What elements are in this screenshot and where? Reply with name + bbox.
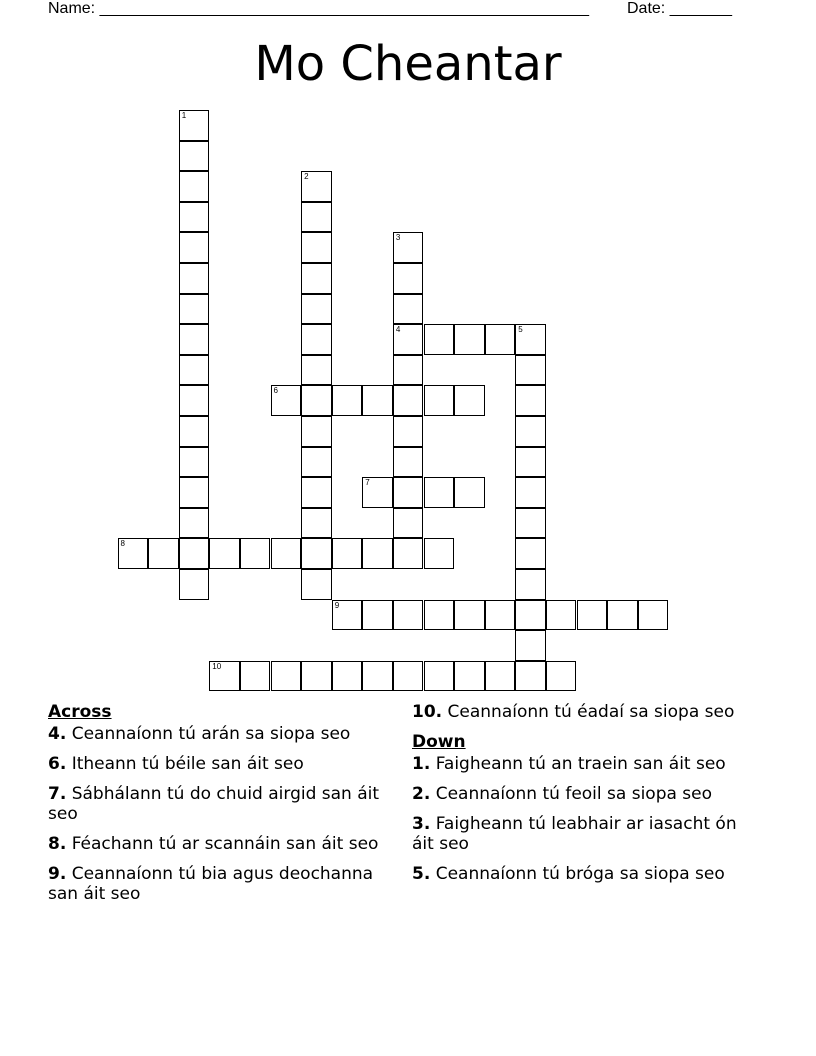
grid-cell[interactable]	[301, 355, 332, 386]
grid-cell[interactable]	[301, 416, 332, 447]
grid-cell[interactable]	[362, 600, 393, 631]
grid-cell[interactable]	[271, 538, 302, 569]
grid-cell[interactable]	[179, 141, 210, 172]
grid-cell[interactable]	[332, 385, 363, 416]
grid-cell[interactable]	[179, 477, 210, 508]
grid-cell[interactable]	[393, 416, 424, 447]
grid-cell[interactable]	[515, 385, 546, 416]
page-title: Mo Cheantar	[254, 36, 562, 92]
clue-across-10	[412, 702, 757, 722]
grid-cell[interactable]	[424, 600, 455, 631]
grid-cell[interactable]	[332, 600, 363, 631]
grid-cell[interactable]	[515, 661, 546, 692]
grid-cell[interactable]	[424, 538, 455, 569]
grid-cell[interactable]	[424, 477, 455, 508]
date-field-label[interactable]: Date: _______	[627, 0, 732, 17]
grid-cell[interactable]	[515, 569, 546, 600]
grid-cell[interactable]	[515, 324, 546, 355]
clue-text: Ceannaíonn tú éadaí sa siopa seo	[442, 702, 735, 722]
grid-cell[interactable]	[393, 263, 424, 294]
grid-cell[interactable]	[179, 569, 210, 600]
clue-number: 1.	[412, 754, 431, 774]
cell-number: 1	[181, 111, 187, 120]
grid-cell[interactable]	[393, 538, 424, 569]
clue-text: Ceannaíonn tú feoil sa siopa seo	[430, 784, 713, 804]
grid-cell[interactable]	[515, 447, 546, 478]
grid-cell[interactable]	[240, 661, 271, 692]
grid-cell[interactable]	[179, 447, 210, 478]
grid-cell[interactable]	[515, 416, 546, 447]
clue-down-3	[412, 814, 757, 854]
grid-cell[interactable]	[301, 202, 332, 233]
grid-cell[interactable]	[546, 661, 577, 692]
cell-number: 7	[365, 478, 370, 488]
clue-text: Ceannaíonn tú arán sa siopa seo	[66, 724, 351, 744]
grid-cell[interactable]	[301, 477, 332, 508]
grid-cell[interactable]	[393, 294, 424, 325]
across-heading: Across	[48, 702, 112, 722]
clue-number: 6.	[48, 754, 67, 774]
cell-number: 8	[120, 539, 125, 549]
grid-cell[interactable]	[301, 171, 332, 202]
grid-cell[interactable]	[393, 447, 424, 478]
clue-number: 3.	[412, 814, 431, 834]
clue-down-5	[412, 864, 757, 884]
grid-cell[interactable]	[301, 661, 332, 692]
grid-cell[interactable]	[393, 385, 424, 416]
grid-cell[interactable]	[424, 661, 455, 692]
cell-number: 5	[518, 325, 523, 335]
grid-cell[interactable]	[362, 538, 393, 569]
clue-number: 5.	[412, 864, 431, 884]
grid-cell[interactable]	[577, 600, 608, 631]
cell-number: 9	[334, 600, 340, 610]
grid-cell[interactable]	[638, 600, 669, 631]
grid-cell[interactable]	[179, 202, 210, 233]
grid-cell[interactable]	[271, 661, 302, 692]
clue-across-6	[48, 754, 393, 774]
clue-down-1	[412, 754, 757, 774]
grid-cell[interactable]	[454, 600, 485, 631]
grid-cell[interactable]	[485, 661, 516, 692]
grid-cell[interactable]	[454, 324, 485, 355]
clue-down-2	[412, 784, 757, 804]
clue-across-4	[48, 724, 393, 744]
grid-cell[interactable]	[179, 508, 210, 539]
cell-number: 10	[212, 661, 222, 671]
grid-cell[interactable]	[179, 538, 210, 569]
clue-text: Ceannaíonn tú bróga sa siopa seo	[430, 864, 725, 884]
clue-text: Féachann tú ar scannáin san áit seo	[66, 834, 379, 854]
grid-cell[interactable]	[179, 232, 210, 263]
grid-cell[interactable]	[393, 324, 424, 355]
grid-cell[interactable]	[362, 477, 393, 508]
grid-cell[interactable]	[454, 661, 485, 692]
grid-cell[interactable]	[209, 661, 240, 692]
grid-cell[interactable]	[148, 538, 179, 569]
clues-column-left	[48, 702, 393, 914]
clue-number: 10.	[412, 702, 443, 722]
grid-cell[interactable]	[393, 508, 424, 539]
grid-cell[interactable]	[454, 385, 485, 416]
name-field-label[interactable]: Name: _______________________________________________________	[48, 0, 589, 17]
clue-number: 8.	[48, 834, 67, 854]
cell-number: 6	[273, 386, 278, 396]
grid-cell[interactable]	[515, 600, 546, 631]
cell-number: 2	[304, 172, 309, 182]
clue-text: Ceannaíonn tú bia agus deochanna san áit seo	[48, 864, 374, 904]
grid-cell[interactable]	[515, 477, 546, 508]
cell-number: 4	[395, 325, 401, 335]
clue-text: Faigheann tú an traein san áit seo	[430, 754, 726, 774]
grid-cell[interactable]	[301, 294, 332, 325]
grid-cell[interactable]	[424, 385, 455, 416]
clue-across-8	[48, 834, 393, 854]
clue-number: 2.	[412, 784, 431, 804]
grid-cell[interactable]	[424, 324, 455, 355]
grid-cell[interactable]	[301, 385, 332, 416]
down-heading: Down	[412, 732, 466, 752]
grid-cell[interactable]	[301, 324, 332, 355]
clue-number: 4.	[48, 724, 67, 744]
grid-cell[interactable]	[179, 385, 210, 416]
grid-cell[interactable]	[515, 355, 546, 386]
clue-across-7	[48, 784, 393, 824]
grid-cell[interactable]	[301, 508, 332, 539]
clue-text: Faigheann tú leabhair ar iasacht ón áit seo	[412, 814, 737, 854]
grid-cell[interactable]	[179, 294, 210, 325]
grid-cell[interactable]	[301, 232, 332, 263]
grid-cell[interactable]	[362, 661, 393, 692]
grid-cell[interactable]	[179, 110, 210, 141]
grid-cell[interactable]	[546, 600, 577, 631]
grid-cell[interactable]	[301, 263, 332, 294]
clue-across-9	[48, 864, 393, 904]
grid-cell[interactable]	[179, 324, 210, 355]
grid-cell[interactable]	[332, 538, 363, 569]
grid-cell[interactable]	[393, 600, 424, 631]
grid-cell[interactable]	[515, 538, 546, 569]
grid-cell[interactable]	[179, 416, 210, 447]
grid-cell[interactable]	[393, 355, 424, 386]
grid-cell[interactable]	[393, 661, 424, 692]
clue-number: 9.	[48, 864, 67, 884]
grid-cell[interactable]	[209, 538, 240, 569]
grid-cell[interactable]	[271, 385, 302, 416]
clue-text: Sábhálann tú do chuid airgid san áit seo	[48, 784, 380, 824]
grid-cell[interactable]	[362, 385, 393, 416]
grid-cell[interactable]	[332, 661, 363, 692]
clue-text: Itheann tú béile san áit seo	[66, 754, 304, 774]
grid-cell[interactable]	[301, 569, 332, 600]
grid-cell[interactable]	[240, 538, 271, 569]
grid-cell[interactable]	[179, 355, 210, 386]
grid-cell[interactable]	[454, 477, 485, 508]
grid-cell[interactable]	[485, 600, 516, 631]
clue-number: 7.	[48, 784, 67, 804]
grid-cell[interactable]	[179, 263, 210, 294]
grid-cell[interactable]	[515, 508, 546, 539]
grid-cell[interactable]	[179, 171, 210, 202]
grid-cell[interactable]	[393, 232, 424, 263]
grid-cell[interactable]	[118, 538, 149, 569]
grid-cell[interactable]	[607, 600, 638, 631]
grid-cell[interactable]	[393, 477, 424, 508]
grid-cell[interactable]	[485, 324, 516, 355]
cell-number: 3	[395, 233, 401, 243]
clues-column-right	[412, 702, 757, 894]
grid-cell[interactable]	[301, 538, 332, 569]
grid-cell[interactable]	[301, 447, 332, 478]
grid-cell[interactable]	[515, 630, 546, 661]
